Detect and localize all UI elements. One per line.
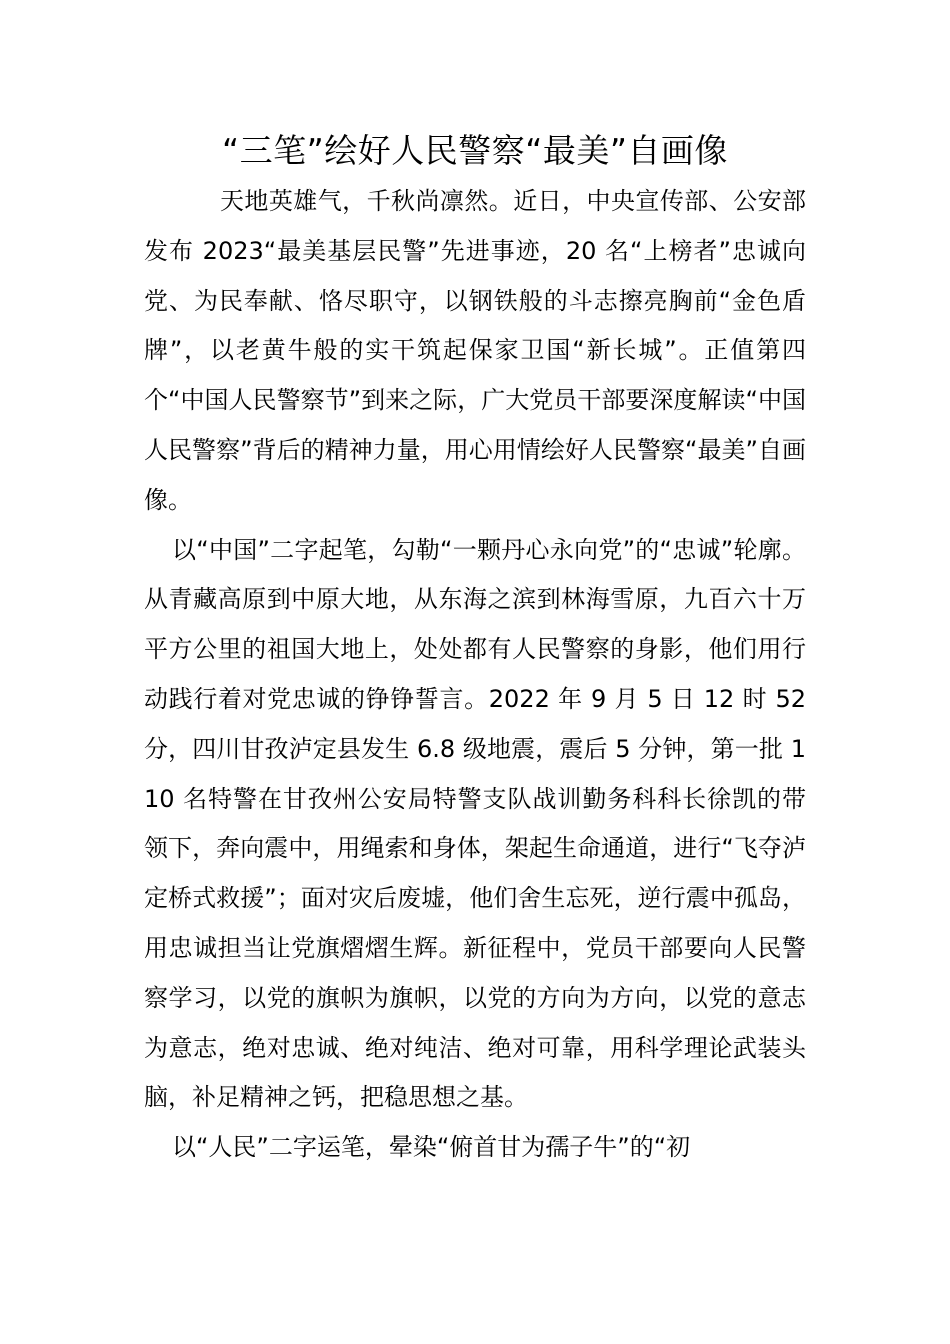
paragraph-people: 以“人民”二字运笔，晕染“俯首甘为孺子牛”的“初 bbox=[172, 1133, 691, 1162]
document-title: “三笔”绘好人民警察“最美”自画像 bbox=[222, 131, 728, 170]
document-body bbox=[144, 177, 806, 1173]
paragraph-loyalty: 以“中国”二字起笔，勾勒“一颗丹心永向党”的“忠诚”轮廓。从青藏高原到中原大地，从东海之滨到林海雪原，九百六十万平方公里的祖国大地上，处处都有人民警察的身影，他们用行动践行着对党忠诚的铮铮誓言。2022 年 9 月 5 日 12 时 52 分，四川甘孜泸定县发生 6.8 级地震，震后 5 分钟，第一批 110 名特警在甘孜州公安局特警支队战训勤务科科长徐凯的带领下，奔向震中，用绳索和身体，架起生命通道，进行“飞夺泸定桥式救援”；面对灾后废墟，他们舍生忘死，逆行震中孤岛，用忠诚担当让党旗熠熠生辉。新征程中，党员干部要向人民警察学习，以党的旗帜为旗帜，以党的方向为方向，以党的意志为意志，绝对忠诚、绝对纯洁、绝对可靠，用科学理论武装头脑，补足精神之钙，把稳思想之基。 bbox=[144, 535, 806, 1112]
paragraph-intro: 天地英雄气，千秋尚凛然。近日，中央宣传部、公安部发布 2023“最美基层民警”先进事迹，20 名“上榜者”忠诚向党、为民奉献、恪尽职守，以钢铁般的斗志擦亮胸前“金色盾牌”，以老黄牛般的实干筑起保家卫国“新长城”。正值第四个“中国人民警察节”到来之际，广大党员干部要深度解读“中国人民警察”背后的精神力量，用心用情绘好人民警察“最美”自画像。 bbox=[144, 187, 806, 514]
